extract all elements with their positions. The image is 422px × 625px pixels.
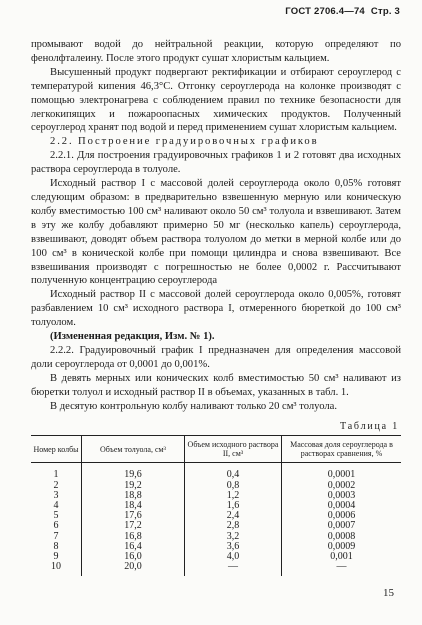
paragraph: Исходный раствор I с массовой долей сероуглерода около 0,05% готовят следующим образом: в предварительно взвешенную мерную или коническую колбу вместимостью 100 см³ наливают около 50 см³ толуола и взвешивают. Затем в эту же колбу добавляют примерно 50 мг (несколько капель) сероуглерода, взвешивают, доводят объем раствора толуолом до метки в мерной колбе или до 100 см³ в конической колбе при помощи цилиндра и снова взвешивают. Все взвешивания производят с погрешностью не более 0,0002 г. Рассчитывают полученную концентрацию сероуглерода [31,178,401,287]
table-cell: 19,6 [82,463,185,481]
paragraph: 2.2.1. Для построения градуировочных графиков 1 и 2 готовят два исходных раствора сероуглерода в толуоле. [31,150,401,176]
table-cell: 18,8 [82,491,185,501]
table-cell: 0,8 [185,481,282,491]
table-cell: 1,2 [185,491,282,501]
table-cell: 0,001 [330,551,353,563]
table-cell: 17,6 [82,511,185,521]
table-cell: — [185,562,282,575]
paragraph: В девять мерных или конических колб вместимостью 50 см³ наливают из бюретки толуол и исходный раствор II в объемах, указанных в табл. 1. [31,372,401,398]
table-cell: 3 [31,491,82,501]
table-cell: 19,2 [82,481,185,491]
document-body [31,38,401,576]
table-cell: 0,0007 [327,520,356,532]
table-body [31,463,401,576]
paragraph: Исходный раствор II с массовой долей сероуглерода около 0,005%, готовят разбавлением 10 см³ исходного раствора I, отмеренного бюреткой до 100 см³ толуолом. [31,289,401,329]
table-cell: 0,0001 [327,469,356,481]
table-cell: 0,0009 [327,540,356,552]
table-cell: 20,0 [82,562,185,575]
table-cell: 1 [31,463,82,481]
paragraph: 2.2.2. Градуировочный график I предназначен для определения массовой доли сероуглерода от 0,0001 до 0,001%. [31,344,401,370]
calibration-table [31,435,401,575]
table-cell: 3,2 [185,532,282,542]
standard-number: ГОСТ 2706.4—74 [285,6,365,17]
table-cell: 3,6 [185,542,282,552]
paragraph: промывают водой до нейтральной реакции, которую определяют по фенолфталеину. После этого продукт сушат хлористым кальцием. [31,39,401,64]
page-label: Стр. 3 [370,6,400,17]
table-cell: 18,4 [82,501,185,511]
table-cell: 16,0 [82,552,185,562]
amendment-note: (Измененная редакция, Изм. № 1). [50,331,215,343]
page-header [285,6,400,17]
table-cell: 7 [31,532,82,542]
table-cell: 5 [31,511,82,521]
table-cell: 4,0 [185,552,282,562]
table-header-row [31,436,401,463]
table-cell: 1,6 [185,501,282,511]
table-cell: 0,4 [185,463,282,481]
table-cell: 8 [31,542,82,552]
column-header: Номер колбы [31,436,82,463]
table-cell: 0,0004 [327,500,356,512]
table-cell: 4 [31,501,82,511]
column-header: Объем исходного раствора II, см³ [185,436,282,463]
column-header: Массовая доля сероуглерода в растворах сравнения, % [282,436,402,463]
table-row [31,562,401,575]
table-row [31,463,401,481]
table-cell: 0,0002 [327,479,356,491]
table-cell: 2,8 [185,521,282,531]
page-number: 15 [383,587,394,599]
table-cell: 16,4 [82,542,185,552]
column-header: Объем толуола, см³ [82,436,185,463]
paragraph: В десятую контрольную колбу наливают только 20 см³ толуола. [50,400,338,412]
table-cell: 10 [31,562,82,575]
section-heading: 2.2. Построение градуировочных графиков [50,136,319,148]
table-cell: 2 [31,481,82,491]
paragraph: Высушенный продукт подвергают ректификации и отбирают сероуглерод с температурой кипения 46,3°С. Отгонку сероуглерода на колонке производят с помощью электронагрева с соблюдением правил по технике безопасности для легкокипящих и пожароопасных химических продуктов. Полученный сероуглерод хранят под водой и перед применением сушат хлористым кальцием. [31,66,401,134]
table-cell: 9 [31,552,82,562]
table-cell: 0,0003 [327,489,356,501]
table-cell: 17,2 [82,521,185,531]
table-caption: Таблица 1 [340,421,399,433]
table-cell: 16,8 [82,532,185,542]
table-cell: 6 [31,521,82,531]
table-cell: 0,0006 [327,510,356,522]
table-cell: 2,4 [185,511,282,521]
table-cell: 0,0008 [327,530,356,542]
table-cell: — [336,561,347,573]
